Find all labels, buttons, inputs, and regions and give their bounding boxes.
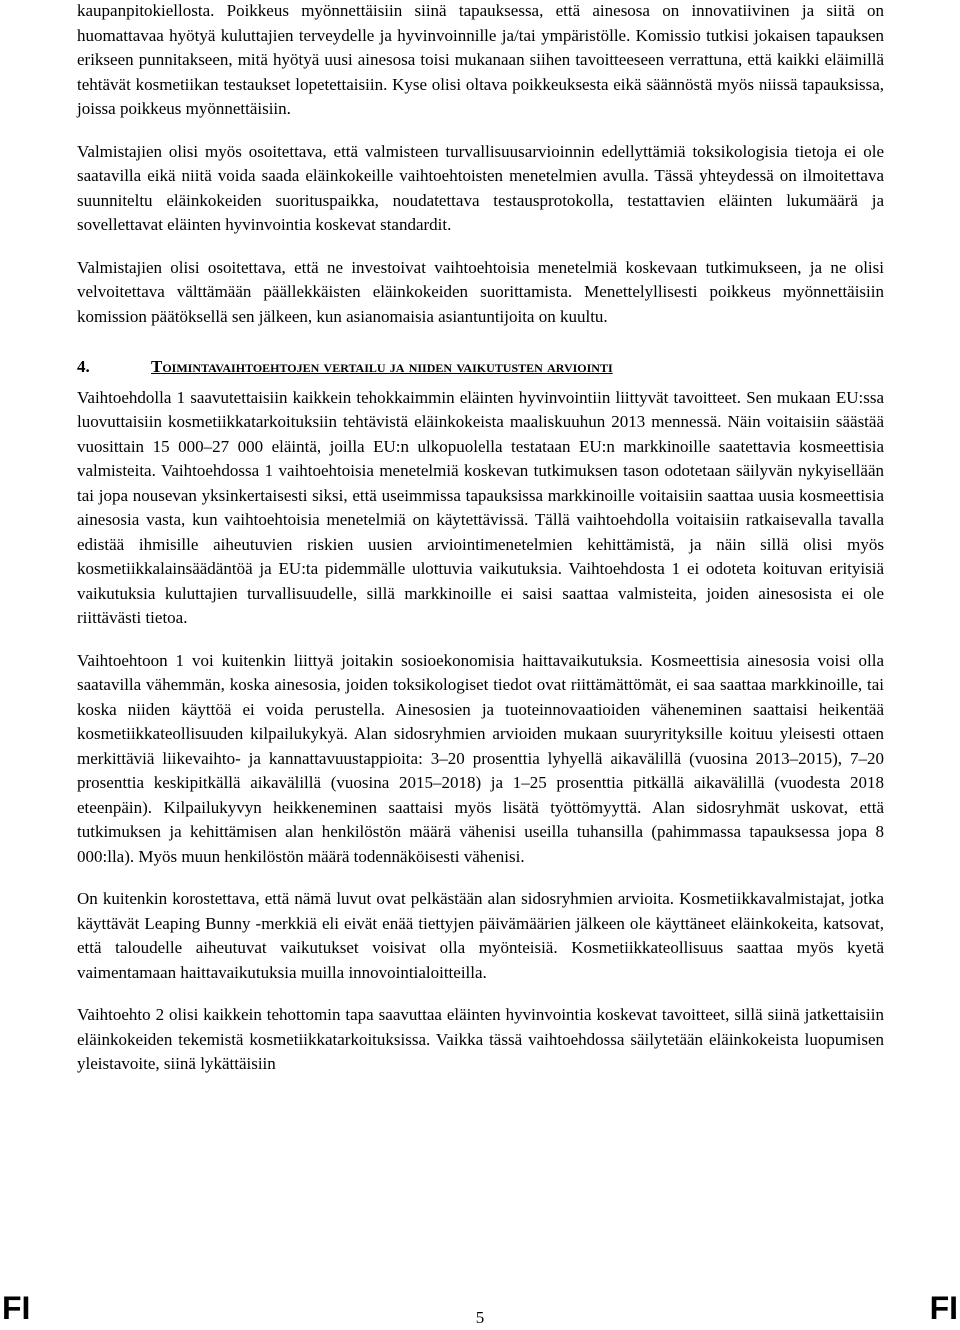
paragraph-manufacturers-research: Valmistajien olisi osoitettava, että ne investoivat vaihtoehtoisia menetelmiä koskevaan tutkimukseen, ja ne olisi velvoitettava välttämään päällekkäisten eläinkokeiden suorittamista. Menettelyllisesti poikkeus myönnettäisiin komission päätöksellä sen jälkeen, kun asianomaisia asiantuntijoita on kuultu. [77,257,884,326]
paragraph-exception-intro: kaupanpitokiellosta. Poikkeus myönnettäisiin siinä tapauksessa, että ainesosa on innovatiivinen ja siitä on huomattavaa hyötyä kuluttajien terveydelle ja hyvinvoinnille ja/tai ympäristölle. Komissio tutkisi jokaisen tapauksen erikseen punnitakseen, mitä hyötyä uusi ainesosa toisi mukanaan siihen tavoitteeseen verrattuna, että kaikki eläimillä tehtävät kosmetiikan testaukset lopetettaisiin. Kyse olisi oltava poikkeuksesta eikä säännöstä myös niissä tapauksissa, joissa poikkeus myönnettäisiin. [77,1,884,118]
document-page [77,0,884,1077]
section-number: 4. [77,357,90,376]
footer-language-right: FI [929,1290,958,1326]
page-number: 5 [475,1308,485,1327]
paragraph-manufacturers-toxicology: Valmistajien olisi myös osoitettava, että valmisteen turvallisuusarvioinnin edellyttämiä toksikologisia tietoja ei ole saatavilla eikä niitä voida saada eläinkokeille vaihtoehtoisten menetelmien avulla. Tässä yhteydessä on ilmoitettava suunniteltu eläinkokeiden suorituspaikka, noudatettava testausprotokolla, testattavien eläinten lukumäärä ja sovellettavat eläinten hyvinvointia koskevat standardit. [77,141,884,234]
paragraph-option2: Vaihtoehto 2 olisi kaikkein tehottomin tapa saavuttaa eläinten hyvinvointia koskevat tavoitteet, sillä siinä jatkettaisiin eläinkokeiden tekemistä kosmetiikkatarkoituksissa. Vaikka tässä vaihtoehdossa säilytetään eläinkokeista luopumisen yleistavoite, siinä lykättäisiin [77,1005,884,1073]
section-title: Toimintavaihtoehtojen vertailu ja niiden vaikutusten arviointi [151,357,613,376]
paragraph-stakeholder-estimates: On kuitenkin korostettava, että nämä luvut ovat pelkästään alan sidosryhmien arvioita. Kosmetiikkavalmistajat, jotka käyttävät Leaping Bunny -merkkiä eli eivät enää tiettyjen päivämäärien jälkeen ole käyttäneet eläinkokeita, katsovat, että taloudelle aiheutuvat vaikutukset voisivat olla myönteisiä. Kosmetiikkateollisuus saattaa myös kyetä vaimentamaan haittavaikutuksia muilla innovointialoitteilla. [77,889,884,982]
paragraph-option1-drawbacks: Vaihtoehtoon 1 voi kuitenkin liittyä joitakin sosioekonomisia haittavaikutuksia. Kosmeettisia ainesosia voisi olla saatavilla vähemmän, koska ainesosia, joiden toksikologiset tiedot ovat riittämättömät, ei saa saattaa markkinoille, tai koska niiden käyttöä ei voida perustella. Ainesosien ja tuoteinnovaatioiden väheneminen saattaisi heikentää kosmetiikkateollisuuden kilpailukykyä. Alan sidosryhmien arvioiden mukaan suuryrityksille koituu yleisesti ottaen merkittäviä liikevaihto- ja kannattavuustappioita: 3–20 prosenttia lyhyellä aikavälillä (vuosina 2013–2015), 7–20 prosenttia keskipitkällä aikavälillä (vuosina 2015–2018) ja 1–25 prosenttia pitkällä aikavälillä (vuodesta 2018 eteenpäin). Kilpailukyvyn heikkeneminen saattaisi myös lisätä työttömyyttä. Alan sidosryhmät uskovat, että tutkimuksen ja kehittämisen alan henkilöstön määrä vähenisi useilla tuhansilla (pahimmassa tapauksessa jopa 8 000:lla). Myös muun henkilöstön määrä todennäköisesti vähenisi. [77,650,884,866]
paragraph-option1-benefits: Vaihtoehdolla 1 saavutettaisiin kaikkein tehokkaimmin eläinten hyvinvointiin liittyvät tavoitteet. Sen mukaan EU:ssa luovuttaisiin kosmetiikkatarkoituksiin tehtävistä eläinkokeista maaliskuuhun 2013 mennessä. Näin voitaisiin säästää vuosittain 15 000–27 000 eläintä, joilla EU:n ulkopuolella testataan EU:n markkinoille saatettavia kosmeettisia valmisteita. Vaihtoehdossa 1 vaihtoehtoisia menetelmiä koskevan tutkimuksen tason odotetaan säilyvän nykyisellään tai jopa nousevan yksinkertaisesti siksi, että useimmissa tapauksissa markkinoille voitaisiin saattaa uusia kosmeettisia ainesosia vasta, kun vaihtoehtoisia menetelmiä on käytettävissä. Tällä vaihtoehdolla voitaisiin ratkaisevalla tavalla edistää ihmisille aiheutuvien riskien uusien arviointimenetelmien kehittämistä, ja näin sillä olisi myös kosmetiikkalainsäädäntöä ja EU:ta pidemmälle ulottuvia vaikutuksia. Vaihtoehdosta 1 ei odoteta koituvan erityisiä vaikutuksia kuluttajien turvallisuudelle, sillä markkinoille ei saisi saattaa valmisteita, joiden ainesosista ei ole riittävästi tietoa. [77,387,884,627]
section-heading [77,355,884,380]
footer-language-left: FI [2,1290,31,1326]
